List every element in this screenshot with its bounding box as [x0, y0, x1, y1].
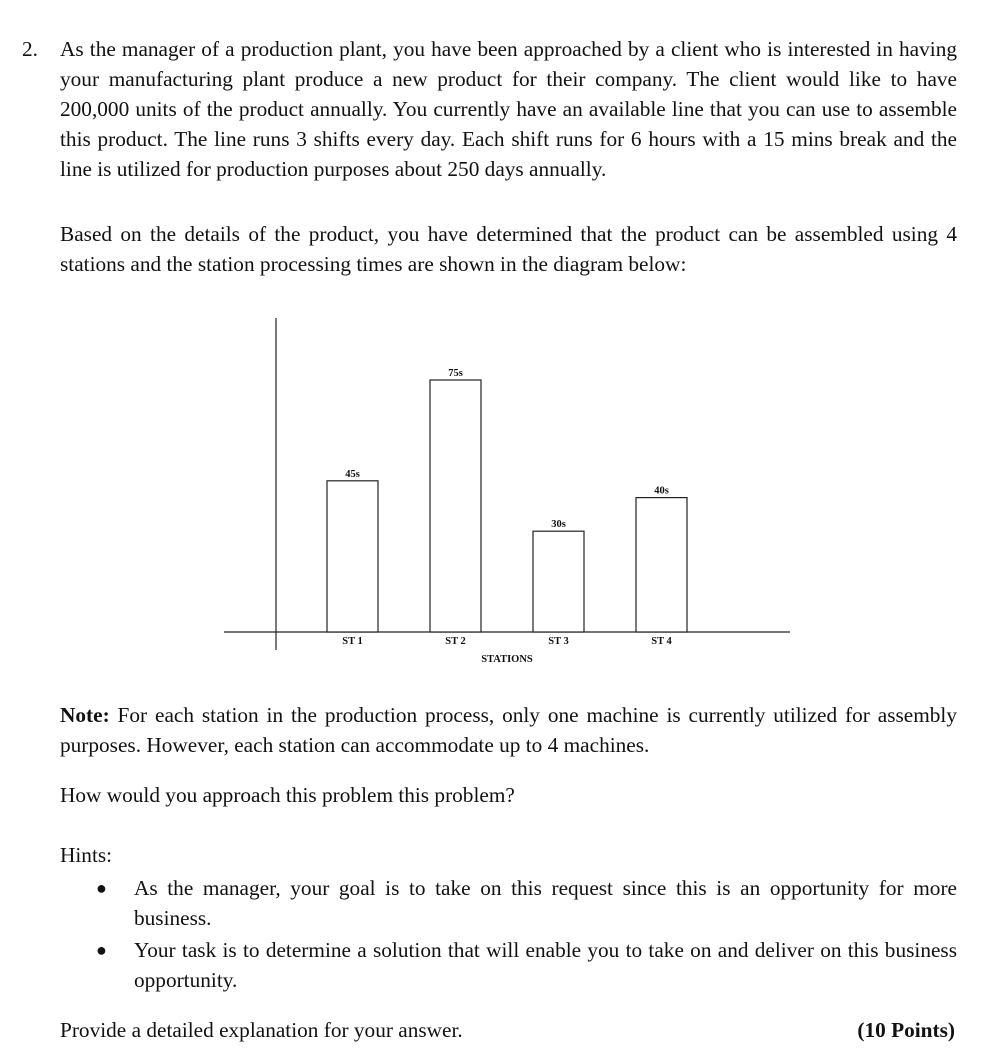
- question-intro: As the manager of a production plant, you have been approached by a client who is interested in having your manufacturing plant produce a new product for their company. The client would like to have 200,000 units of the product annually. You currently have an available line that you can use to assemble this product. The line runs 3 shifts every day. Each shift runs for 6 hours with a 15 mins break and the line is utilized for production purposes about 250 days annually.: [60, 37, 957, 181]
- bullet-icon: ●: [96, 878, 107, 898]
- hint-item: As the manager, your goal is to take on this request since this is an opportunity for more business.: [134, 876, 957, 930]
- bar-value-label: 75s: [448, 368, 463, 379]
- footer-instruction: Provide a detailed explanation for your answer.: [60, 1018, 463, 1042]
- note-text: For each station in the production process, only one machine is currently utilized for assembly purposes. However, each station can accommodate up to 4 machines.: [60, 703, 957, 757]
- bullet-icon: ●: [96, 940, 107, 960]
- x-axis-label: STATIONS: [481, 654, 533, 665]
- bar-st1: [327, 481, 378, 632]
- question-details: Based on the details of the product, you have determined that the product can be assembled using 4 stations and the station processing times are shown in the diagram below:: [60, 222, 957, 276]
- hints-label: Hints:: [60, 843, 113, 867]
- note-paragraph: [60, 700, 957, 760]
- x-tick-label: ST 2: [445, 636, 466, 647]
- bar-st3: [533, 531, 584, 632]
- bar-value-label: 45s: [345, 468, 360, 480]
- bar-st2: [430, 380, 481, 632]
- bar-st4: [636, 498, 687, 632]
- bar-value-label: 30s: [551, 519, 566, 531]
- x-tick-label: ST 4: [651, 636, 672, 647]
- hint-item: Your task is to determine a solution that will enable you to take on and deliver on this business opportunity.: [134, 938, 957, 992]
- x-tick-label: ST 3: [548, 636, 569, 647]
- prompt-text: How would you approach this problem this problem?: [60, 783, 515, 807]
- question-number: 2.: [22, 37, 38, 61]
- x-tick-label: ST 1: [342, 636, 363, 647]
- points-label: (10 Points): [857, 1018, 955, 1042]
- bar-value-label: 40s: [654, 485, 669, 497]
- note-label: Note:: [60, 703, 110, 727]
